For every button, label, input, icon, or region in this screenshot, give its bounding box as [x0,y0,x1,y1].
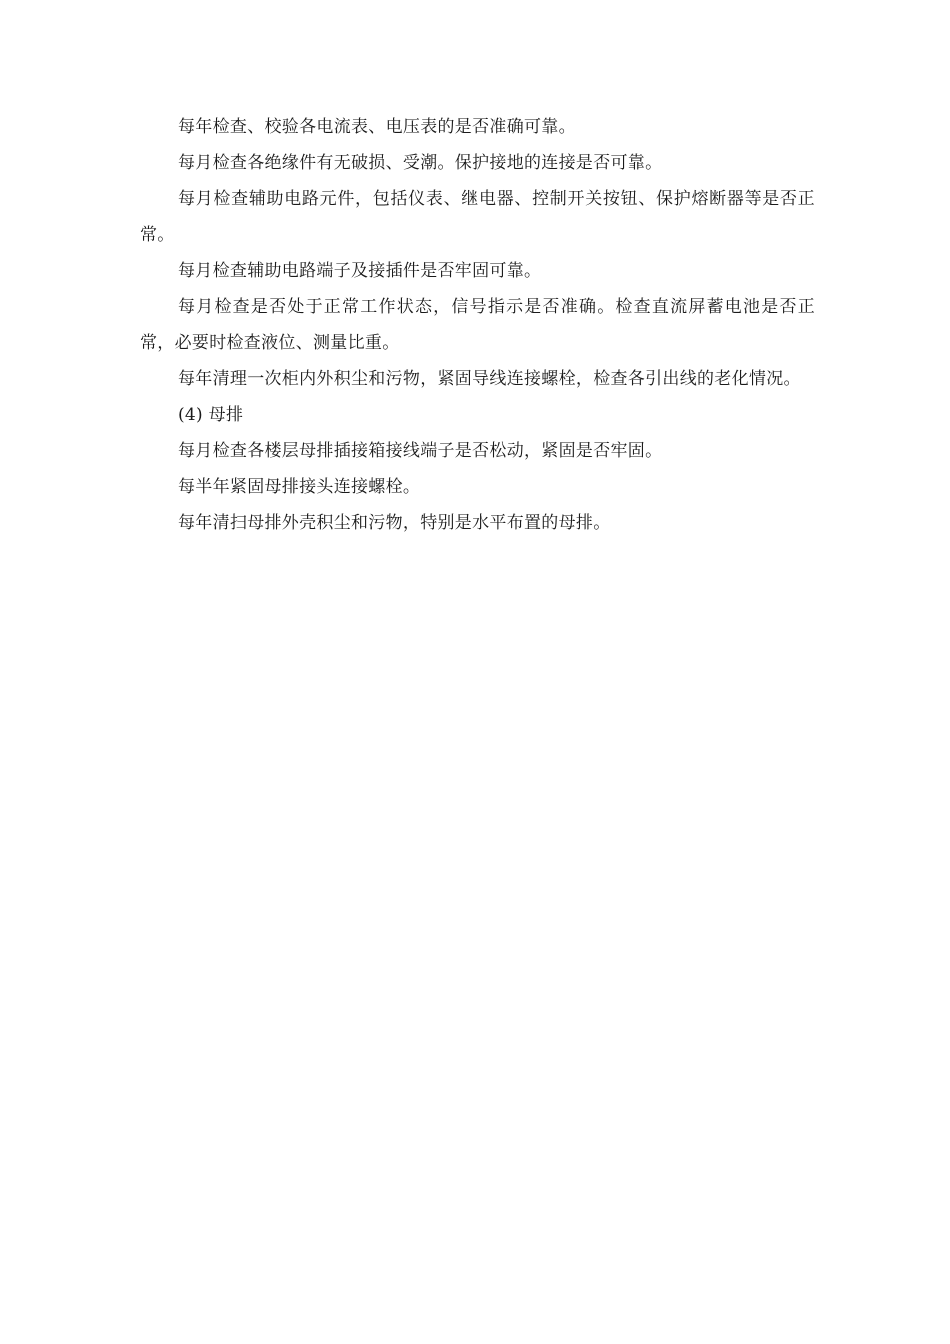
document-body [140,109,815,541]
paragraph-ammeter-check: 每年检查、校验各电流表、电压表的是否准确可靠。 [178,117,576,137]
paragraph-insulation-check: 每月检查各绝缘件有无破损、受潮。保护接地的连接是否可靠。 [178,153,663,173]
paragraph-busbar-terminals: 每月检查各楼层母排插接箱接线端子是否松动，紧固是否牢固。 [178,441,663,461]
paragraph-busbar-bolts: 每半年紧固母排接头连接螺栓。 [178,477,421,497]
paragraph-terminals-check: 每月检查辅助电路端子及接插件是否牢固可靠。 [178,261,542,281]
paragraph-busbar-cleaning: 每年清扫母排外壳积尘和污物，特别是水平布置的母排。 [178,513,611,533]
paragraph-cabinet-cleaning: 每年清理一次柜内外积尘和污物，紧固导线连接螺栓，检查各引出线的老化情况。 [178,369,801,389]
paragraph-auxiliary-components-check: 每月检查辅助电路元件，包括仪表、继电器、控制开关按钮、保护熔断器等是否正常。 [140,189,815,245]
section-heading-busbar: (4) 母排 [178,405,244,425]
paragraph-working-status-check: 每月检查是否处于正常工作状态，信号指示是否准确。检查直流屏蓄电池是否正常，必要时检查液位、测量比重。 [140,297,815,353]
